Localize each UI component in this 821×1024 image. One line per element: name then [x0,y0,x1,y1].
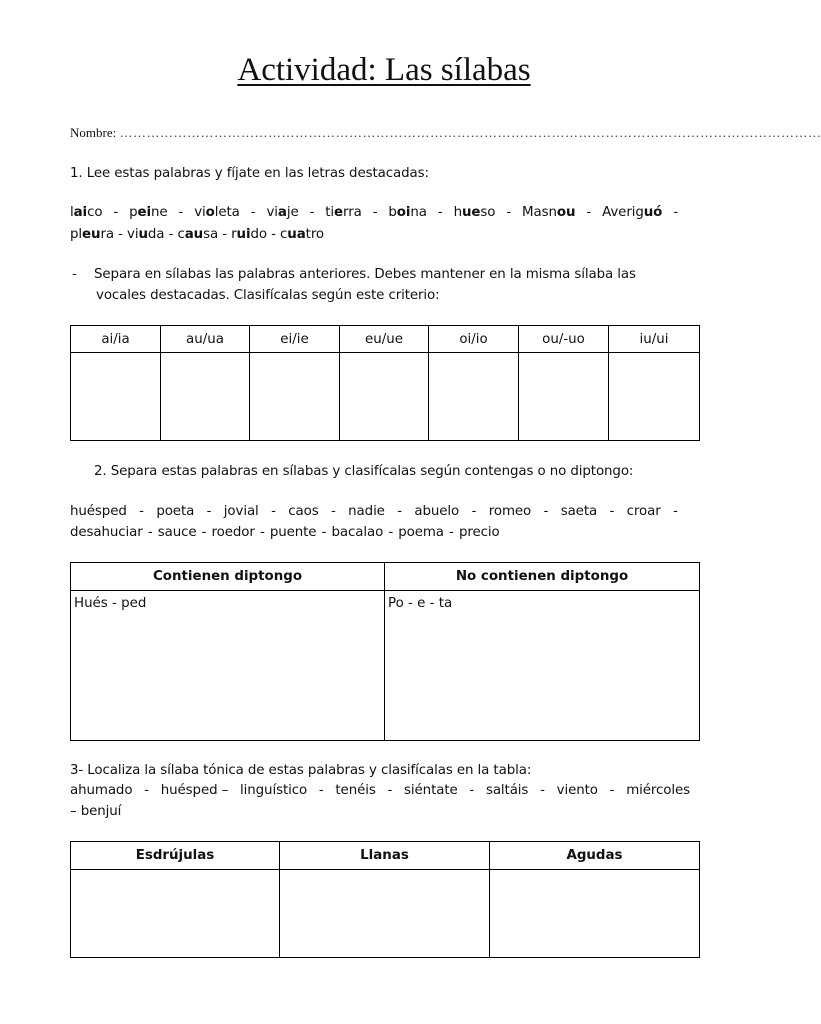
highlighted-word: peine [129,205,168,220]
name-label: Nombre: [70,125,117,140]
word-separator: - [309,205,315,220]
vowel-pair-table [70,325,700,441]
word: ahumado [70,783,133,798]
answer-cell-agudas[interactable] [490,870,700,958]
word: romeo [488,504,532,519]
answer-cell-esdrujulas[interactable] [71,870,280,958]
answer-cell-au-ua[interactable] [161,353,250,441]
word-separator: - [178,205,184,220]
word-separator: - [471,504,477,519]
highlighted-word: ruido [231,227,267,242]
highlighted-letters: ua [287,227,306,242]
word-separator: - [271,504,276,519]
exercise-1-task-dash: - [72,267,77,282]
word-separator: - [113,205,119,220]
exercise-3-words-line-2: – benjuí [70,804,122,819]
word: saeta [560,504,598,519]
highlighted-word: tierra [325,205,362,220]
exercise-3-words-line-1 [70,780,690,801]
col-header-au-ua: au/ua [161,326,250,353]
col-header-ou-uo: ou/-uo [519,326,609,353]
answer-cell-ai-ia[interactable] [71,353,161,441]
word-separator: - [331,504,336,519]
exercise-2-instruction: 2. Separa estas palabras en sílabas y clasifícalas según contengas o no diptongo: [94,464,634,479]
page-title: Actividad: Las sílabas [237,52,531,88]
highlighted-letters: o [205,205,215,220]
highlighted-letters: ui [236,227,251,242]
word-separator: - [609,504,615,519]
exercise-2-words-line-2: desahuciar - sauce - roedor - puente - bacalao - poema - precio [70,525,500,540]
word-separator: - [218,227,232,242]
highlighted-word: Masnou [522,205,576,220]
word: jovial [223,504,259,519]
word-separator: - [609,783,615,798]
highlighted-word: pleura [70,227,114,242]
word: nadie [348,504,385,519]
word-separator: - [387,783,393,798]
highlighted-letters: e [334,205,344,220]
word: huésped [70,504,127,519]
word-separator: - [113,227,128,242]
exercise-1-task-line-1: Separa en sílabas las palabras anteriores. Debes mantener en la misma sílaba las [94,267,636,282]
answer-cell-iu-ui[interactable] [609,353,700,441]
highlighted-word: Averiguó [602,205,663,220]
col-header-llanas: Llanas [280,842,490,870]
exercise-1-words-line-1 [70,202,678,223]
word-separator: - [586,205,592,220]
example-no-contienen: Po - e - ta [388,596,453,611]
word: saltáis [485,783,529,798]
answer-cell-llanas[interactable] [280,870,490,958]
col-header-esdrujulas: Esdrújulas [71,842,280,870]
col-header-eu-ue: eu/ue [340,326,429,353]
word: miércoles [626,783,690,798]
name-field-line[interactable] [70,125,821,141]
highlighted-letters: au [184,227,204,242]
col-header-ai-ia: ai/ia [71,326,161,353]
word-separator: - [469,783,475,798]
word: croar [626,504,661,519]
exercise-2-words-line-1 [70,501,678,522]
word-separator: - [206,504,212,519]
word-separator: - [318,783,324,798]
word: abuelo [414,504,460,519]
word-separator: - [139,504,144,519]
stress-table [70,841,700,958]
word-separator: - [543,504,549,519]
name-dotted-line: ………………………………………………………………………………………………………………………………………… [119,125,821,140]
word-separator: - [540,783,545,798]
diphthong-table [70,562,700,741]
highlighted-letters: ei [137,205,151,220]
col-header-iu-ui: iu/ui [609,326,700,353]
word: caos [288,504,319,519]
col-header-contienen-diptongo: Contienen diptongo [71,563,385,591]
col-header-agudas: Agudas [490,842,700,870]
highlighted-letters: ou [556,205,576,220]
word-separator: - [250,205,256,220]
answer-cell-contienen-diptongo[interactable] [71,591,385,741]
highlighted-word: violeta [194,205,240,220]
exercise-3-instruction: 3- Localiza la sílaba tónica de estas palabras y clasifícalas en la tabla: [70,763,532,778]
highlighted-letters: uó [643,205,663,220]
exercise-1-words-line-2 [70,224,324,245]
word: siéntate [404,783,458,798]
highlighted-letters: u [138,227,148,242]
example-contienen: Hués - ped [74,596,147,611]
word: tenéis [335,783,376,798]
word-separator: - [673,504,678,519]
word-separator: - [506,205,512,220]
col-header-no-contienen-diptongo: No contienen diptongo [385,563,700,591]
col-header-oi-io: oi/io [429,326,519,353]
highlighted-word: hueso [453,205,496,220]
word-separator: - [673,205,678,220]
word-separator: - [144,783,149,798]
highlighted-letters: ai [73,205,88,220]
answer-cell-ou-uo[interactable] [519,353,609,441]
answer-cell-eu-ue[interactable] [340,353,429,441]
word: viento [556,783,598,798]
highlighted-letters: oi [396,205,411,220]
highlighted-word: boina [388,205,427,220]
highlighted-letters: eu [82,227,101,242]
highlighted-word: cuatro [280,227,325,242]
answer-cell-ei-ie[interactable] [250,353,340,441]
word: poeta [156,504,195,519]
answer-cell-no-contienen-diptongo[interactable] [385,591,700,741]
highlighted-word: laico [70,205,103,220]
word-separator: - [397,504,402,519]
exercise-1-instruction: 1. Lee estas palabras y fíjate en las letras destacadas: [70,166,429,181]
exercise-1-task-line-2: vocales destacadas. Clasifícalas según este criterio: [96,288,440,303]
highlighted-letters: a [277,205,287,220]
word-separator: - [372,205,378,220]
word: huésped – [160,783,229,798]
highlighted-word: viuda [127,227,165,242]
highlighted-letters: ue [461,205,481,220]
col-header-ei-ie: ei/ie [250,326,340,353]
word: linguístico [240,783,308,798]
word-separator: - [437,205,443,220]
word-separator: - [266,227,281,242]
highlighted-word: viaje [266,205,299,220]
word-separator: - [164,227,178,242]
answer-cell-oi-io[interactable] [429,353,519,441]
highlighted-word: causa [177,227,219,242]
